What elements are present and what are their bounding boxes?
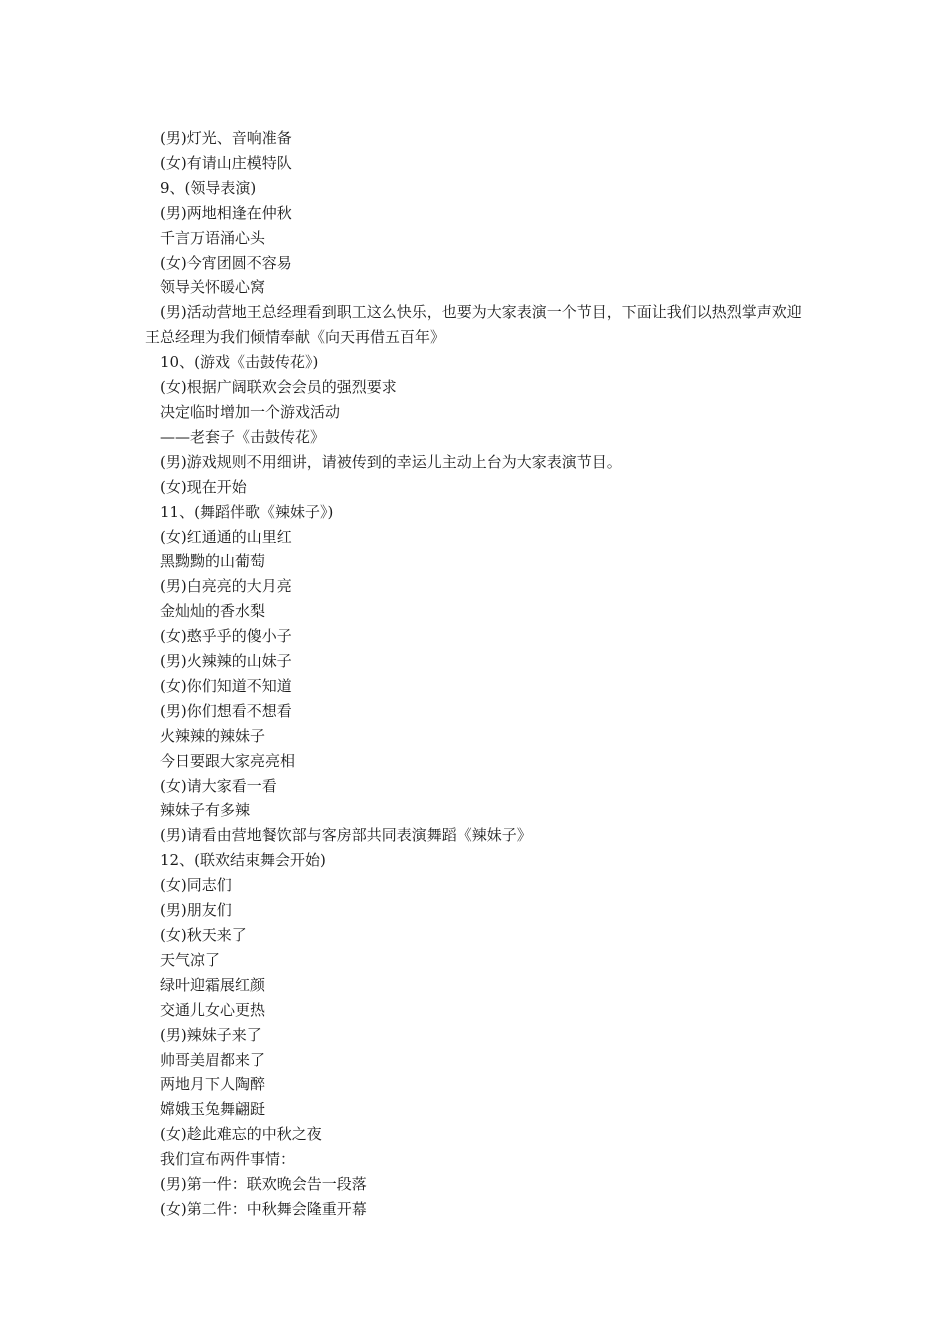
text-line: 决定临时增加一个游戏活动 bbox=[160, 402, 341, 421]
text-line: 千言万语涌心头 bbox=[160, 228, 266, 247]
text-line: (女)今宵团圆不容易 bbox=[160, 253, 292, 272]
text-line: (男)白亮亮的大月亮 bbox=[160, 577, 292, 596]
text-line: (男)请看由营地餐饮部与客房部共同表演舞蹈《辣妹子》 bbox=[160, 826, 532, 845]
text-line: (男)你们想看不想看 bbox=[160, 701, 292, 720]
text-line: 两地月下人陶醉 bbox=[160, 1075, 266, 1094]
text-line: (男)灯光、音响准备 bbox=[160, 129, 292, 147]
text-line: 交通儿女心更热 bbox=[160, 1000, 266, 1019]
text-line: (男)辣妹子来了 bbox=[160, 1025, 262, 1044]
text-line: 今日要跟大家亮亮相 bbox=[160, 751, 296, 770]
document-body bbox=[145, 126, 810, 1222]
text-line: (男)第一件：联欢晚会告一段落 bbox=[160, 1175, 367, 1194]
text-line: 11、(舞蹈伴歌《辣妹子》) bbox=[160, 502, 334, 521]
text-line: 火辣辣的辣妹子 bbox=[160, 726, 266, 745]
text-line: 辣妹子有多辣 bbox=[160, 801, 251, 820]
text-line: 10、(游戏《击鼓传花》) bbox=[160, 353, 319, 372]
text-line: 嫦娥玉兔舞翩跹 bbox=[160, 1100, 266, 1119]
text-line: (女)有请山庄模特队 bbox=[160, 153, 292, 172]
text-line: (男)游戏规则不用细讲，请被传到的幸运儿主动上台为大家表演节目。 bbox=[160, 452, 622, 471]
text-line: (女)根据广阔联欢会会员的强烈要求 bbox=[160, 378, 397, 397]
text-line: (女)憨乎乎的傻小子 bbox=[160, 627, 292, 646]
text-line: 12、(联欢结束舞会开始) bbox=[160, 851, 326, 870]
text-line: (女)请大家看一看 bbox=[160, 776, 277, 795]
text-line: 领导关怀暖心窝 bbox=[160, 278, 266, 297]
text-line: (女)红通通的山里红 bbox=[160, 527, 292, 546]
text-line: 天气凉了 bbox=[160, 950, 221, 969]
text-line: 我们宣布两件事情： bbox=[160, 1150, 296, 1169]
text-line: ——老套子《击鼓传花》 bbox=[160, 427, 326, 446]
text-line: 9、(领导表演) bbox=[160, 178, 257, 197]
text-line: (女)第二件：中秋舞会隆重开幕 bbox=[160, 1199, 367, 1218]
text-line: (女)趁此难忘的中秋之夜 bbox=[160, 1125, 322, 1144]
text-line: (男)两地相逢在仲秋 bbox=[160, 203, 292, 222]
text-line: (女)秋天来了 bbox=[160, 926, 247, 944]
text-line: 黑黝黝的山葡萄 bbox=[160, 552, 266, 571]
text-line: 金灿灿的香水梨 bbox=[160, 602, 266, 621]
text-line: (女)同志们 bbox=[160, 876, 232, 895]
text-line: (男)火辣辣的山妹子 bbox=[160, 652, 292, 671]
text-line: (女)你们知道不知道 bbox=[160, 676, 292, 695]
text-line: (男)朋友们 bbox=[160, 901, 232, 920]
text-line: (男)活动营地王总经理看到职工这么快乐，也要为大家表演一个节目，下面让我们以热烈掌声欢迎王总经理为我们倾情奉献《向天再借五百年》 bbox=[145, 303, 802, 347]
text-line: 帅哥美眉都来了 bbox=[160, 1050, 266, 1069]
text-line: 绿叶迎霜展红颜 bbox=[160, 975, 266, 994]
text-line: (女)现在开始 bbox=[160, 477, 247, 496]
